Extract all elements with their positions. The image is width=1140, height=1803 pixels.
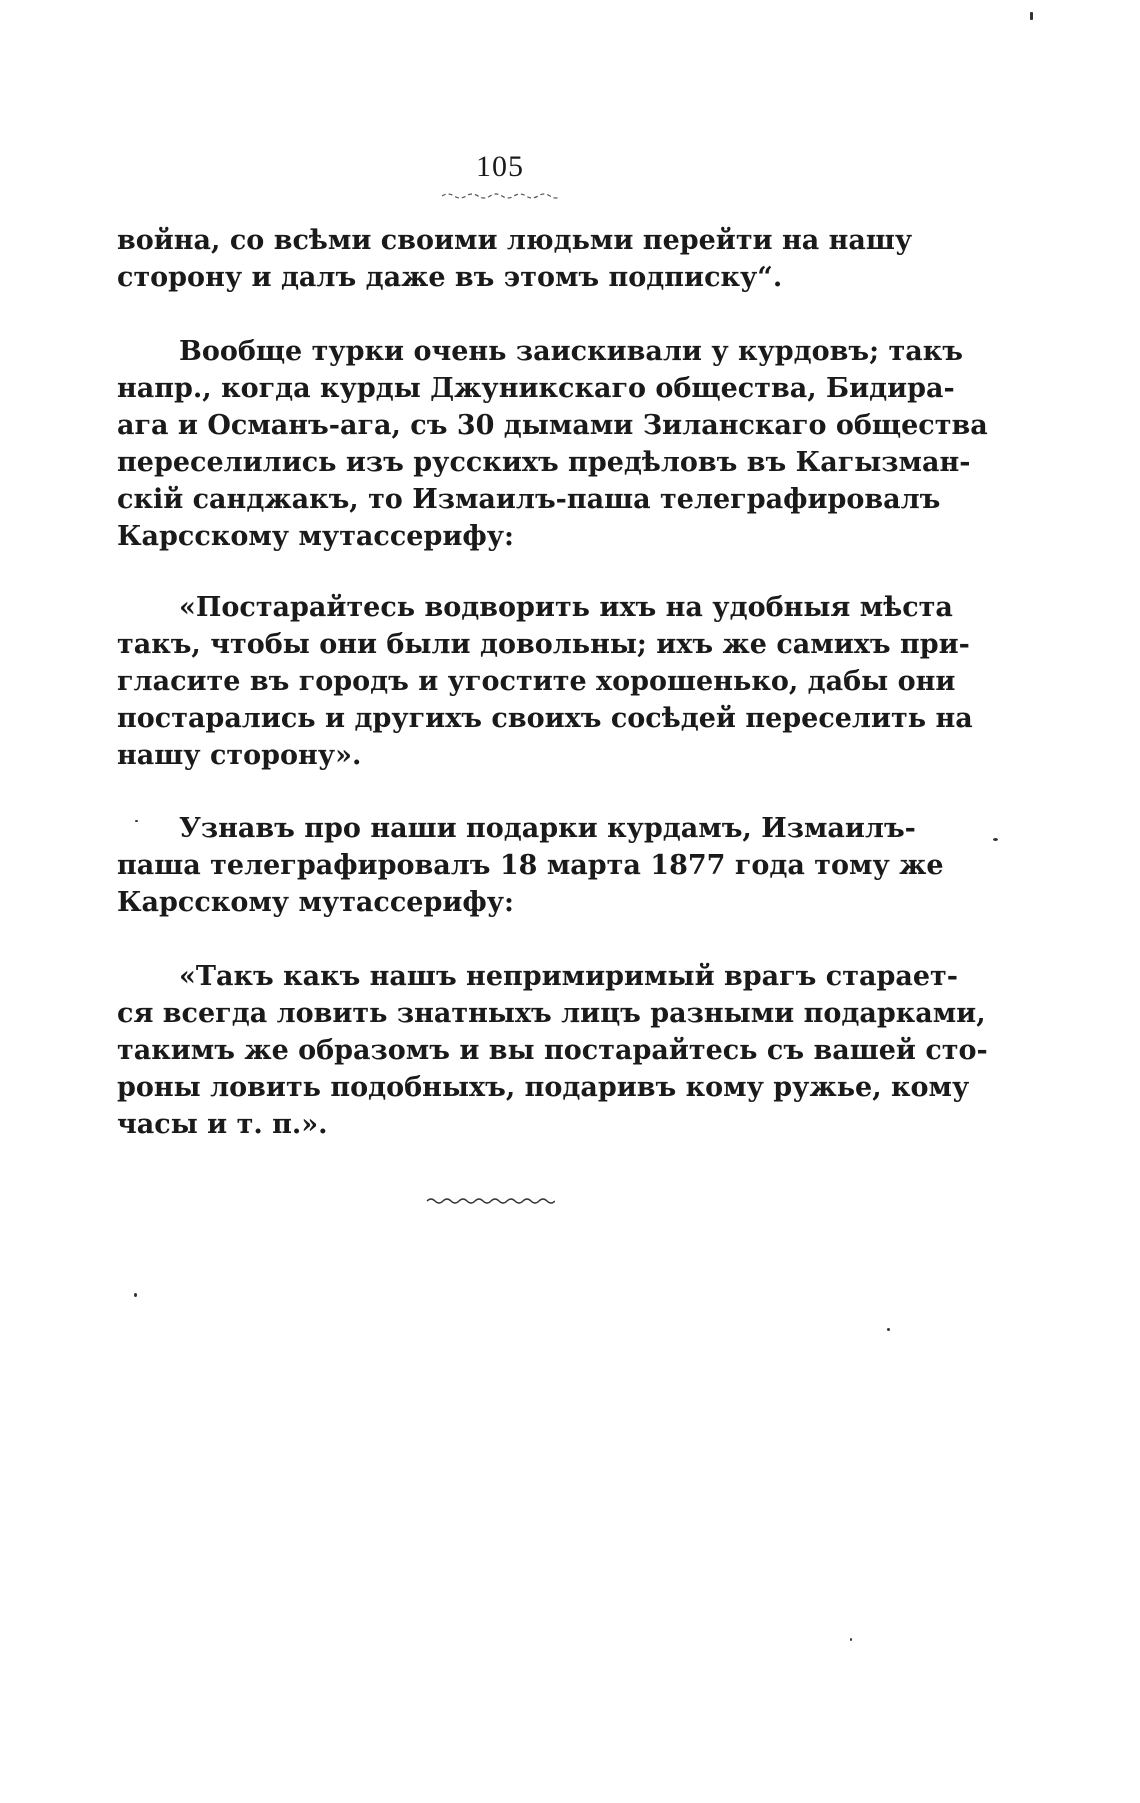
- scan-speck: [135, 820, 138, 822]
- scan-speck: [993, 838, 998, 841]
- text-line: «Постарайтесь водворить ихъ на удобныя мѣста: [179, 592, 953, 623]
- page-number-ornament: [440, 192, 560, 200]
- text-line: «Такъ какъ нашъ непримиримый врагъ старает-: [179, 961, 958, 992]
- paragraph-3: [117, 589, 973, 774]
- text-line: Карсскому мутассерифу:: [117, 521, 514, 552]
- text-line: нашу сторону».: [117, 740, 362, 771]
- text-line: часы и т. п.».: [117, 1109, 328, 1140]
- end-ornament: [425, 1196, 555, 1206]
- paragraph-5: [117, 958, 988, 1143]
- text-line: напр., когда курды Джуникскаго общества, Бидира-: [117, 373, 955, 404]
- text-line: война, со всѣми своими людьми перейти на нашу: [117, 225, 913, 256]
- text-line: роны ловить подобныхъ, подаривъ кому ружье, кому: [117, 1072, 970, 1103]
- text-line: Узнавъ про наши подарки курдамъ, Измаилъ-: [179, 813, 916, 844]
- text-line: сторону и далъ даже въ этомъ подписку“.: [117, 262, 783, 293]
- text-line: скій санджакъ, то Измаилъ-паша телеграфировалъ: [117, 484, 941, 515]
- text-line: Вообще турки очень заискивали у курдовъ; такъ: [179, 336, 963, 367]
- page-number: 105: [476, 150, 524, 183]
- text-line: такъ, чтобы они были довольны; ихъ же самихъ при-: [117, 629, 970, 660]
- text-line: гласите въ городъ и угостите хорошенько, дабы они: [117, 666, 956, 697]
- text-line: Карсскому мутассерифу:: [117, 887, 514, 918]
- text-line: ага и Османъ-ага, съ 30 дымами Зиланскаго общества: [117, 410, 988, 441]
- text-line: паша телеграфировалъ 18 марта 1877 года тому же: [117, 850, 944, 881]
- paragraph-1: [117, 222, 913, 296]
- scan-speck: [887, 1328, 890, 1331]
- paragraph-2: [117, 333, 988, 555]
- text-line: постарались и другихъ своихъ сосѣдей переселить на: [117, 703, 973, 734]
- text-line: такимъ же образомъ и вы постарайтесь съ вашей сто-: [117, 1035, 988, 1066]
- paragraph-4: [117, 810, 944, 921]
- text-line: переселились изъ русскихъ предѣловъ въ Кагызман-: [117, 447, 971, 478]
- scan-speck: [1030, 12, 1033, 20]
- scan-speck: [850, 1638, 852, 1641]
- scan-speck: [134, 1293, 137, 1297]
- text-line: ся всегда ловить знатныхъ лицъ разными подарками,: [117, 998, 986, 1029]
